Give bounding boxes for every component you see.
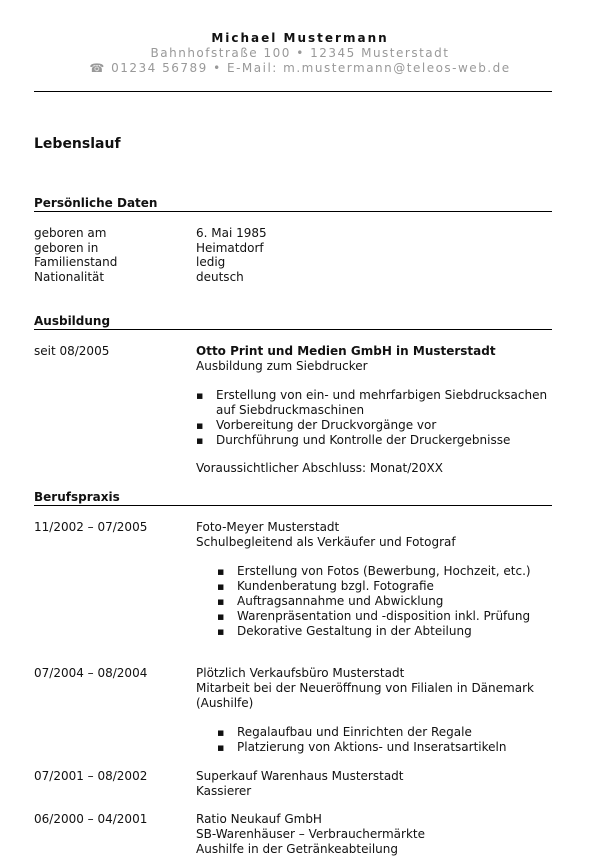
entry-date: 06/2000 – 04/2001 [34, 812, 148, 826]
letterhead [0, 31, 600, 76]
entry-role: Kassierer [196, 784, 252, 798]
task-item: ▪ Kundenberatung bzgl. Fotografie [237, 579, 557, 594]
entry-date: 11/2002 – 07/2005 [34, 520, 148, 534]
entry-company: Foto-Meyer Musterstadt [196, 520, 340, 534]
personal-value: ledig [196, 255, 226, 270]
entry-date: seit 08/2005 [34, 344, 110, 358]
entry-company: Otto Print und Medien GmbH in Musterstadt [196, 344, 496, 358]
entry-role: Ausbildung zum Siebdrucker [196, 359, 368, 373]
task-item: ▪ Warenpräsentation und -disposition inkl. Prüfung [237, 609, 557, 624]
entry-role: Schulbegleitend als Verkäufer und Fotograf [196, 535, 456, 549]
task-item: ▪ Platzierung von Aktions- und Inseratsartikeln [237, 740, 557, 755]
entry-role-detail: Aushilfe in der Getränkeabteilung [196, 842, 399, 856]
personal-value: Heimatdorf [196, 240, 264, 255]
applicant-address: Bahnhofstraße 100 • 12345 Musterstadt [150, 46, 450, 60]
personal-label: Nationalität [34, 270, 105, 285]
entry-role: Mitarbeit bei der Neueröffnung von Filialen in Dänemark (Aushilfe) [196, 681, 534, 710]
section-heading-education: Ausbildung [34, 314, 552, 330]
personal-label: geboren am [34, 226, 107, 240]
job-tasks [237, 564, 557, 639]
entry-role: SB-Warenhäuser – Verbrauchermärkte [196, 827, 425, 841]
section-heading-experience: Berufspraxis [34, 490, 552, 506]
job-tasks [237, 725, 557, 755]
applicant-name: Michael Mustermann [211, 31, 389, 45]
personal-value: 6. Mai 1985 [196, 226, 267, 240]
education-tasks [216, 388, 561, 448]
task-item: ▪ Auftragsannahme und Abwicklung [237, 594, 557, 609]
entry-company: Plötzlich Verkaufsbüro Musterstadt [196, 666, 405, 680]
entry-company: Superkauf Warenhaus Musterstadt [196, 769, 404, 783]
task-item: ▪ Regalaufbau und Einrichten der Regale [237, 725, 557, 740]
header-divider [34, 91, 552, 92]
education-note: Voraussichtlicher Abschluss: Monat/20XX [196, 461, 443, 475]
personal-label: geboren in [34, 240, 99, 255]
section-heading-personal: Persönliche Daten [34, 196, 552, 212]
personal-label: Familienstand [34, 255, 118, 270]
task-item: ▪ Durchführung und Kontrolle der Druckergebnisse [216, 433, 561, 448]
personal-value: deutsch [196, 270, 244, 285]
entry-date: 07/2001 – 08/2002 [34, 769, 148, 783]
applicant-contact: ☎ 01234 56789 • E-Mail: m.mustermann@teleos-web.de [89, 61, 511, 75]
task-item: ▪ Dekorative Gestaltung in der Abteilung [237, 624, 557, 639]
entry-date: 07/2004 – 08/2004 [34, 666, 148, 680]
task-item: ▪ Erstellung von Fotos (Bewerbung, Hochzeit, etc.) [237, 564, 557, 579]
task-item: ▪ Erstellung von ein- und mehrfarbigen Siebdrucksachen auf Siebdruckmaschinen [216, 388, 561, 418]
task-item: ▪ Vorbereitung der Druckvorgänge vor [216, 418, 561, 433]
entry-company: Ratio Neukauf GmbH [196, 812, 322, 826]
document-title: Lebenslauf [34, 136, 121, 152]
